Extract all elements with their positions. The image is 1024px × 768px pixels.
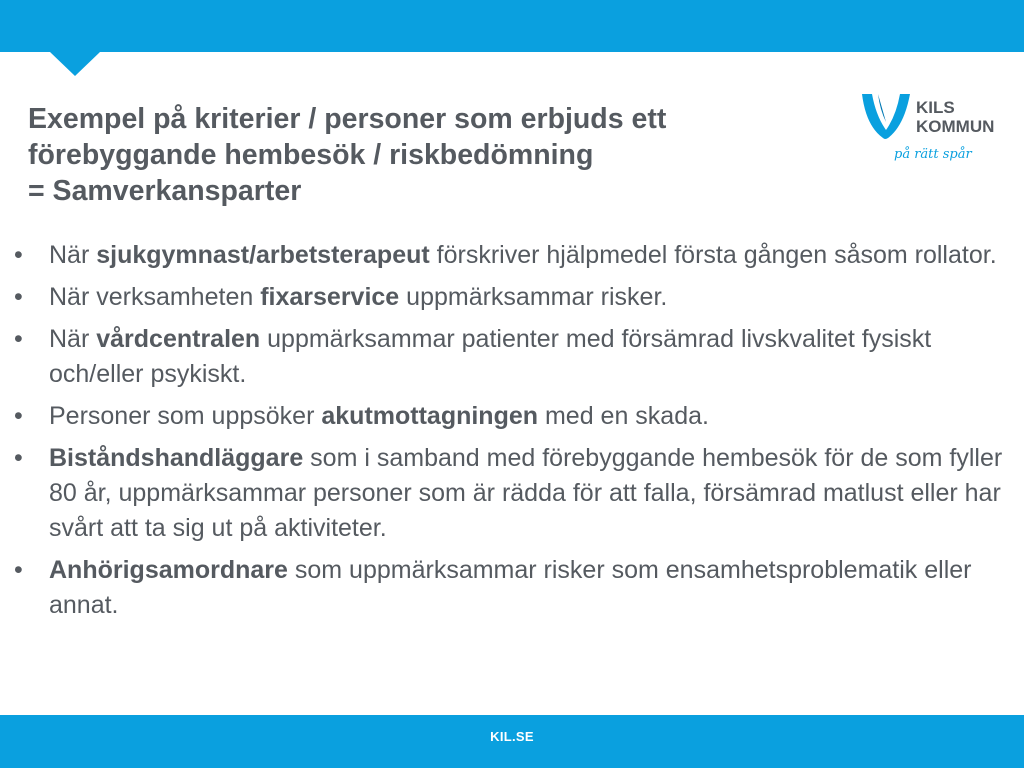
top-banner — [0, 0, 1024, 52]
list-item: • När verksamheten fixarservice uppmärksammar risker. — [0, 280, 1024, 315]
slide-title — [28, 101, 828, 209]
list-item: • När vårdcentralen uppmärksammar patienter med försämrad livskvalitet fysiskt och/eller psykiskt. — [0, 322, 1024, 392]
title-line-3: = Samverkansparter — [28, 175, 302, 207]
list-item: • Biståndshandläggare som i samband med förebyggande hembesök för de som fyller 80 år, uppmärksammar personer som är rädda för att falla, försämrad matlust eller har svårt att ta sig ut på aktiviteter. — [0, 441, 1024, 546]
criteria-list — [0, 238, 1024, 630]
logo-tagline: på rätt spår — [894, 147, 972, 162]
logo-line-1: KILS — [916, 98, 955, 117]
banner-notch — [50, 52, 100, 76]
bullet-icon: • — [14, 556, 23, 584]
title-line-1: Exempel på kriterier / personer som erbjuds ett — [28, 103, 667, 135]
title-line-2: förebyggande hembesök / riskbedömning — [28, 139, 594, 171]
list-item: • Personer som uppsöker akutmottagningen med en skada. — [0, 399, 1024, 434]
kils-kommun-logo — [858, 90, 998, 170]
logo-line-2: KOMMUN — [916, 117, 995, 136]
bullet-icon: • — [14, 241, 23, 269]
bullet-icon: • — [14, 325, 23, 353]
list-item: • Anhörigsamordnare som uppmärksammar risker som ensamhetsproblematik eller annat. — [0, 553, 1024, 623]
bullet-icon: • — [14, 402, 23, 430]
footer-site-link[interactable]: KIL.SE — [490, 729, 534, 744]
bullet-icon: • — [14, 444, 23, 472]
logo-v-mark — [862, 94, 910, 139]
bullet-icon: • — [14, 283, 23, 311]
list-item: • När sjukgymnast/arbetsterapeut förskriver hjälpmedel första gången såsom rollator. — [0, 238, 1024, 273]
